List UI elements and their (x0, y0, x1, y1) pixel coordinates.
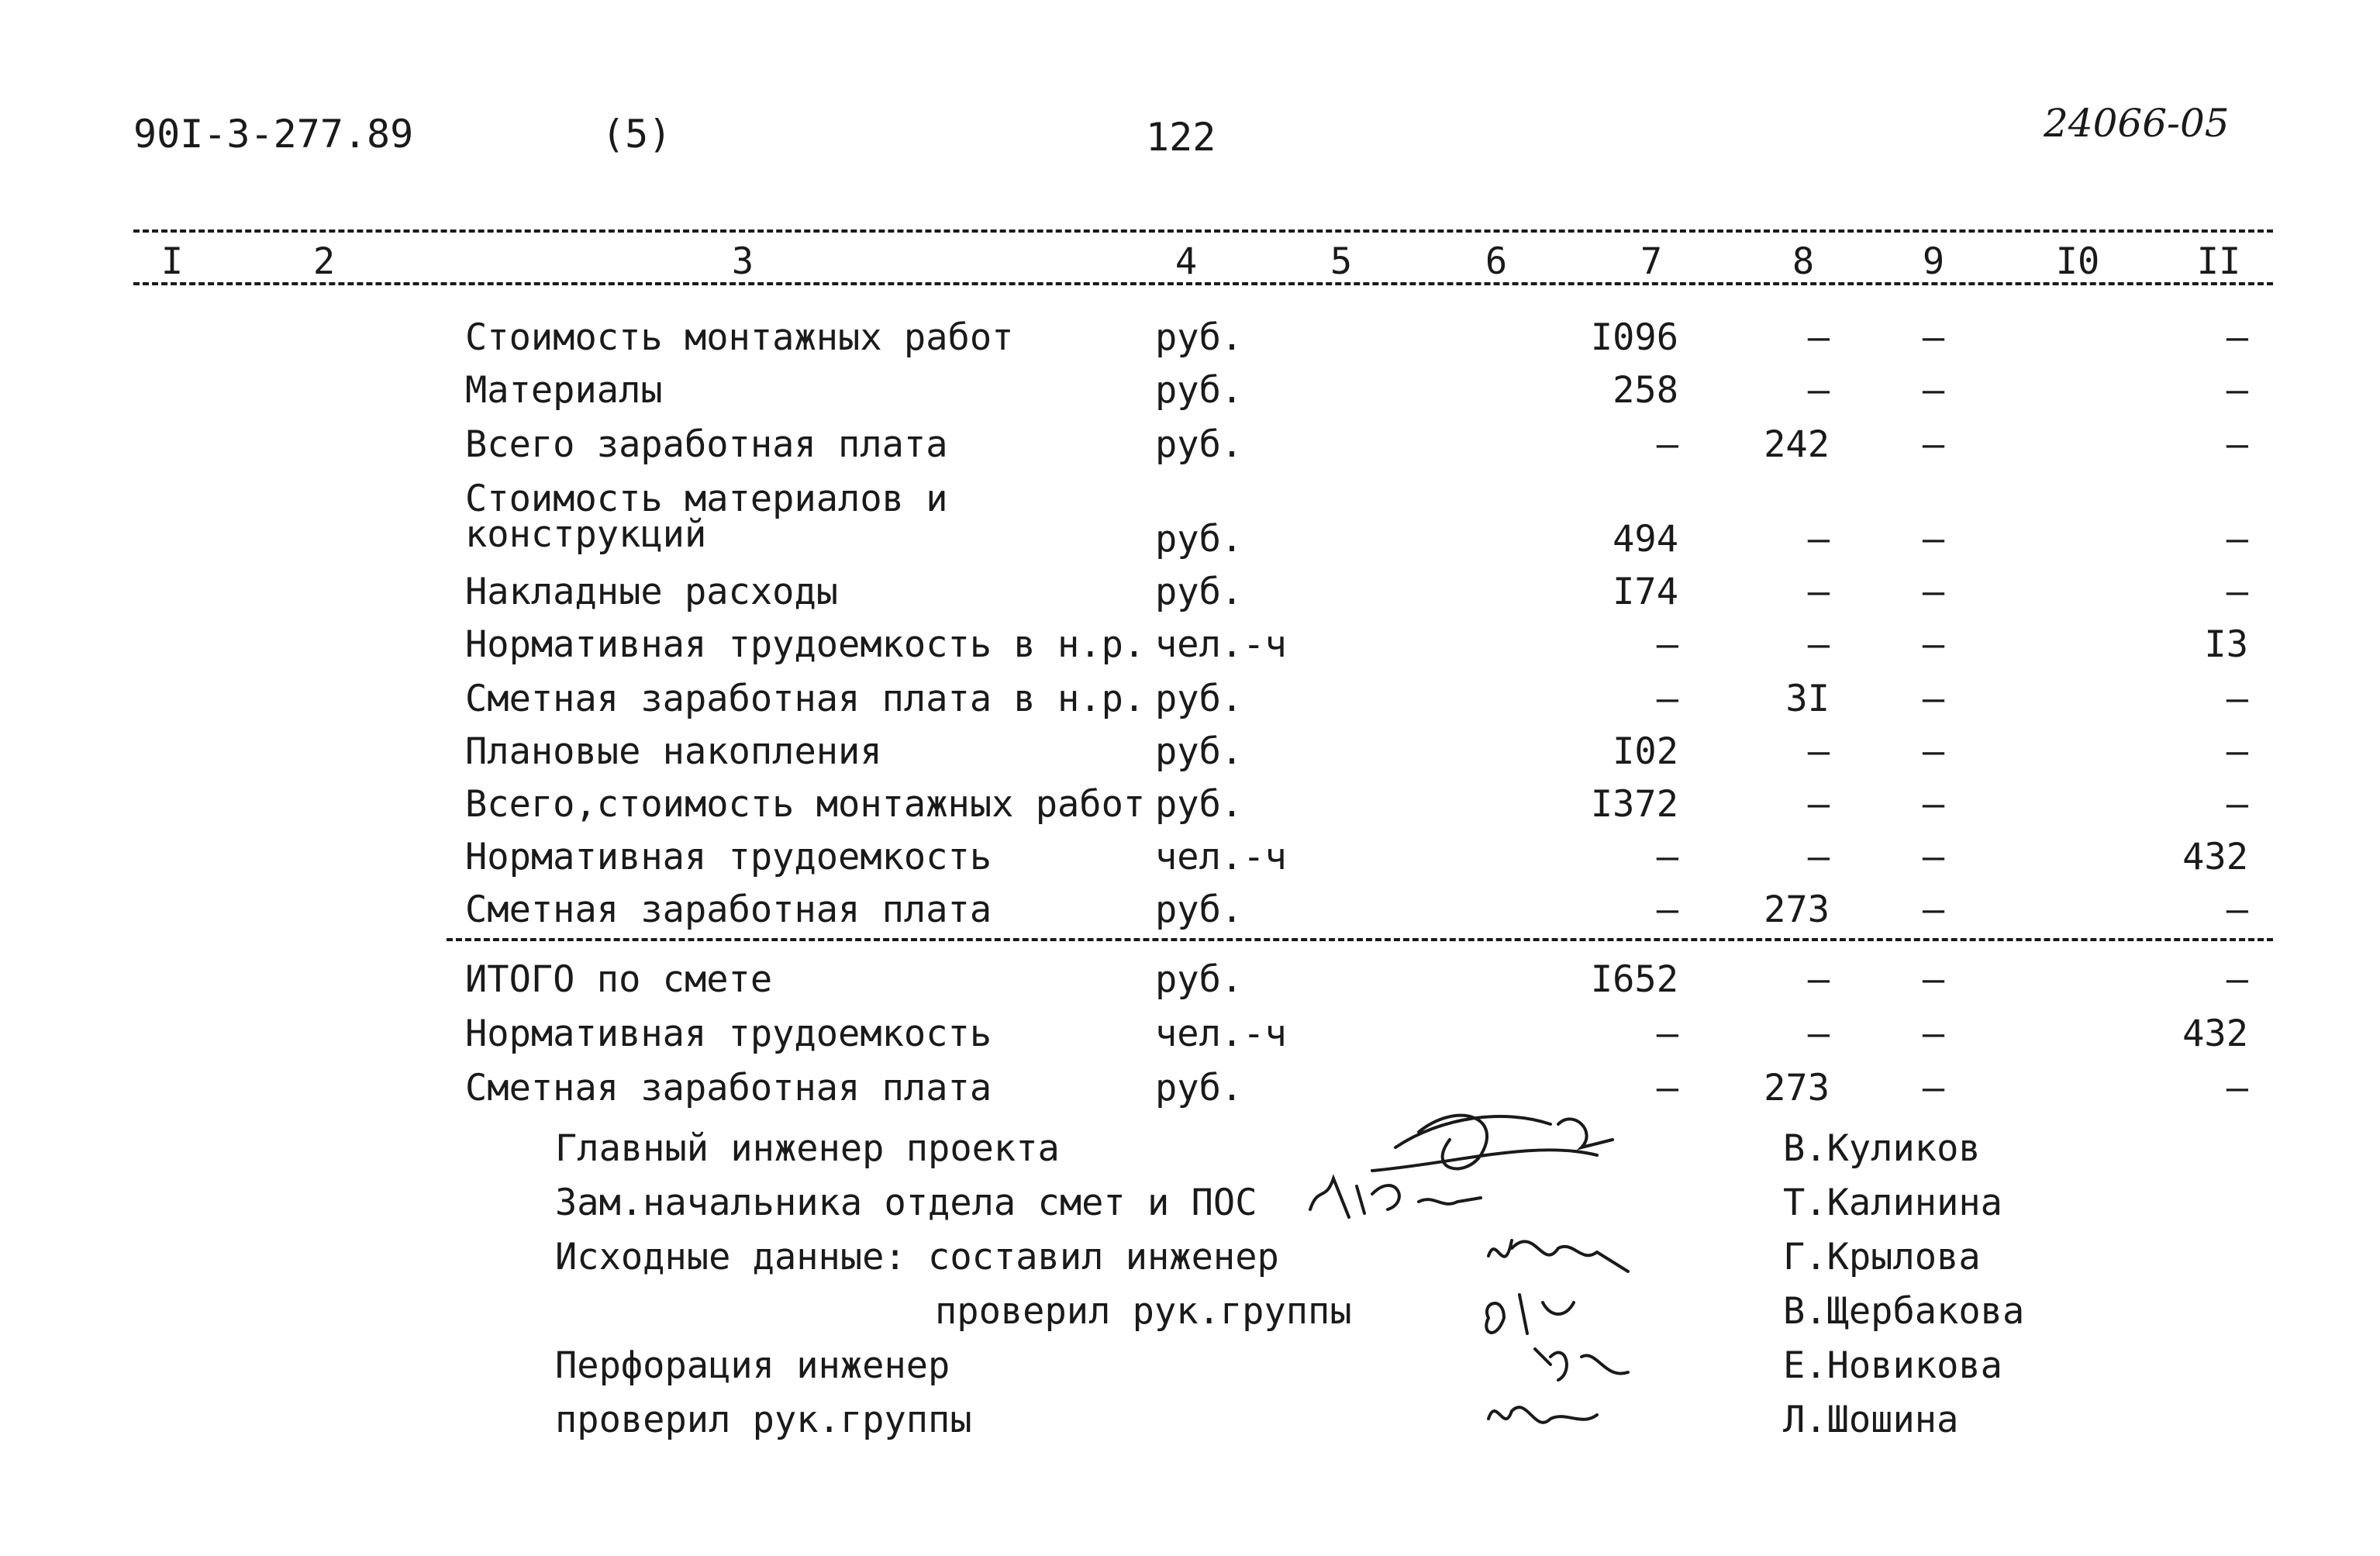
total-row-2-col8: – (1807, 1013, 1830, 1055)
column-header-top-rule (133, 229, 2273, 233)
total-row-3-unit: руб. (1155, 1067, 1243, 1109)
row-11-col7: – (1656, 888, 1678, 931)
row-4-label-line1: Стоимость материалов и (465, 478, 948, 520)
row-7-col7: – (1656, 678, 1678, 720)
column-number-9: 9 (1922, 240, 1945, 283)
signature-scherbakova (1486, 1295, 1574, 1333)
row-6-col11: I3 (2204, 623, 2248, 666)
row-10-col11: 432 (2182, 836, 2248, 878)
row-6-col8: – (1807, 623, 1830, 666)
total-row-3-col8: 273 (1764, 1067, 1830, 1109)
row-7-col8: 3I (1785, 678, 1830, 720)
row-4-col8: – (1807, 518, 1830, 561)
inventory-number: 24066-05 (2044, 101, 2230, 146)
signature-name-5: Е.Новикова (1783, 1344, 2002, 1387)
total-row-2-label: Нормативная трудоемкость (465, 1013, 992, 1055)
column-number-2: 2 (312, 240, 336, 283)
signature-role-2: Зам.начальника отдела смет и ПОС (555, 1182, 1257, 1224)
album-number: (5) (602, 112, 672, 157)
row-2-label: Материалы (465, 369, 663, 412)
signature-name-2: Т.Калинина (1783, 1182, 2002, 1224)
signature-role-1: Главный инженер проекта (555, 1127, 1060, 1170)
row-10-col9: – (1922, 836, 1945, 878)
document-code: 90I-3-277.89 (133, 112, 414, 157)
column-number-1: I (160, 240, 184, 283)
total-row-2-col11: 432 (2182, 1013, 2248, 1055)
row-9-col11: – (2226, 783, 2248, 826)
row-11-col9: – (1922, 888, 1945, 931)
row-6-label: Нормативная трудоемкость в н.р. (465, 623, 1146, 666)
row-5-col8: – (1807, 571, 1830, 613)
row-8-col8: – (1807, 730, 1830, 773)
row-6-unit: чел.-ч (1155, 623, 1287, 666)
row-2-unit: руб. (1155, 369, 1243, 412)
row-7-label: Сметная заработная плата в н.р. (465, 678, 1146, 720)
column-number-8: 8 (1792, 240, 1815, 283)
row-8-label: Плановые накопления (465, 730, 882, 773)
row-1-col11: – (2226, 316, 2248, 359)
signature-novikova (1535, 1349, 1628, 1380)
row-1-col9: – (1922, 316, 1945, 359)
row-6-col9: – (1922, 623, 1945, 666)
row-2-col9: – (1922, 369, 1945, 412)
row-3-col11: – (2226, 423, 2248, 466)
row-10-col8: – (1807, 836, 1830, 878)
row-4-col7: 494 (1613, 518, 1678, 561)
row-4-col11: – (2226, 518, 2248, 561)
row-5-unit: руб. (1155, 571, 1243, 613)
column-number-4: 4 (1174, 240, 1198, 283)
column-number-10: I0 (2055, 240, 2100, 283)
row-3-label: Всего заработная плата (465, 423, 948, 466)
total-row-3-col9: – (1922, 1067, 1945, 1109)
row-3-col8: 242 (1764, 423, 1830, 466)
total-row-3-col7: – (1656, 1067, 1678, 1109)
row-1-label: Стоимость монтажных работ (465, 316, 1014, 359)
signature-role-4: проверил рук.группы (935, 1290, 1352, 1333)
signature-kalinina (1310, 1178, 1481, 1217)
row-9-col8: – (1807, 783, 1830, 826)
row-11-label: Сметная заработная плата (465, 888, 992, 931)
signature-shoshina (1488, 1407, 1597, 1423)
row-9-col9: – (1922, 783, 1945, 826)
row-10-unit: чел.-ч (1155, 836, 1287, 878)
row-7-unit: руб. (1155, 678, 1243, 720)
total-row-3-label: Сметная заработная плата (465, 1067, 992, 1109)
row-10-col7: – (1656, 836, 1678, 878)
total-row-1-col8: – (1807, 958, 1830, 1001)
signature-name-6: Л.Шошина (1783, 1399, 1959, 1441)
row-3-unit: руб. (1155, 423, 1243, 466)
row-4-col9: – (1922, 518, 1945, 561)
total-row-2-col9: – (1922, 1013, 1945, 1055)
column-number-3: 3 (731, 240, 754, 283)
row-11-col11: – (2226, 888, 2248, 931)
row-4-unit: руб. (1155, 518, 1243, 561)
signature-drawings (1302, 1085, 1706, 1442)
row-8-col9: – (1922, 730, 1945, 773)
column-number-11: II (2196, 240, 2241, 283)
row-5-col11: – (2226, 571, 2248, 613)
column-number-6: 6 (1485, 240, 1508, 283)
row-5-label: Накладные расходы (465, 571, 839, 613)
signature-role-6: проверил рук.группы (555, 1399, 972, 1441)
row-6-col7: – (1656, 623, 1678, 666)
row-2-col11: – (2226, 369, 2248, 412)
row-1-unit: руб. (1155, 316, 1243, 359)
row-3-col9: – (1922, 423, 1945, 466)
row-9-unit: руб. (1155, 783, 1243, 826)
row-11-col8: 273 (1764, 888, 1830, 931)
row-11-unit: руб. (1155, 888, 1243, 931)
total-row-1-col7: I652 (1590, 958, 1678, 1001)
row-3-col7: – (1656, 423, 1678, 466)
row-1-col7: I096 (1590, 316, 1678, 359)
row-10-label: Нормативная трудоемкость (465, 836, 992, 878)
totals-separator (447, 938, 2273, 941)
signature-krylova (1488, 1240, 1628, 1271)
signature-name-3: Г.Крылова (1783, 1236, 1981, 1278)
column-number-5: 5 (1330, 240, 1353, 283)
page-number: 122 (1146, 115, 1216, 160)
row-1-col8: – (1807, 316, 1830, 359)
total-row-2-unit: чел.-ч (1155, 1013, 1287, 1055)
row-8-unit: руб. (1155, 730, 1243, 773)
signature-role-5: Перфорация инженер (555, 1344, 950, 1387)
row-7-col11: – (2226, 678, 2248, 720)
row-8-col11: – (2226, 730, 2248, 773)
column-number-7: 7 (1640, 240, 1663, 283)
row-2-col7: 258 (1613, 369, 1678, 412)
signature-kulikov (1372, 1116, 1613, 1171)
row-8-col7: I02 (1613, 730, 1678, 773)
total-row-2-col7: – (1656, 1013, 1678, 1055)
total-row-1-col11: – (2226, 958, 2248, 1001)
row-5-col9: – (1922, 571, 1945, 613)
signature-name-4: В.Щербакова (1783, 1290, 2025, 1333)
column-header-bottom-rule (133, 282, 2273, 285)
row-9-col7: I372 (1590, 783, 1678, 826)
total-row-1-col9: – (1922, 958, 1945, 1001)
row-2-col8: – (1807, 369, 1830, 412)
signature-role-3: Исходные данные: составил инженер (555, 1236, 1279, 1278)
total-row-1-label: ИТОГО по смете (465, 958, 773, 1001)
total-row-3-col11: – (2226, 1067, 2248, 1109)
total-row-1-unit: руб. (1155, 958, 1243, 1001)
row-5-col7: I74 (1613, 571, 1678, 613)
row-9-label: Всего,стоимость монтажных работ (465, 783, 1146, 826)
signature-name-1: В.Куликов (1783, 1127, 1981, 1170)
row-4-label-line2: конструкций (465, 513, 707, 556)
row-7-col9: – (1922, 678, 1945, 720)
